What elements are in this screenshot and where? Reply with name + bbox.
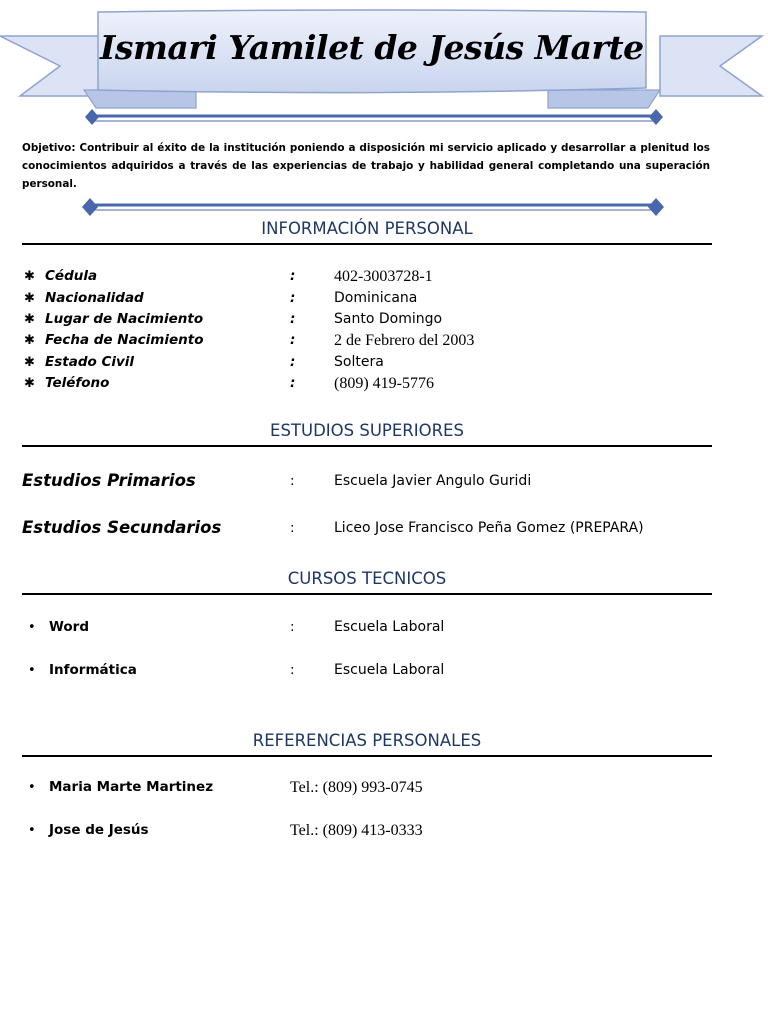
asterisk-bullet-icon: ✱ [24, 355, 35, 370]
ribbon-left-tail [0, 36, 100, 96]
personal-value: Santo Domingo [334, 311, 443, 327]
asterisk-bullet-icon: ✱ [24, 333, 35, 348]
studies-label: Estudios Secundarios [22, 518, 222, 537]
course-value: Escuela Laboral [334, 619, 445, 635]
asterisk-bullet-icon: ✱ [24, 312, 35, 327]
asterisk-bullet-icon: ✱ [24, 269, 35, 284]
ribbon-right-tail [660, 36, 762, 96]
personal-value: 2 de Febrero del 2003 [334, 332, 475, 349]
separator: : [290, 662, 295, 678]
separator: : [290, 619, 295, 635]
personal-row-fecha-nacimiento [22, 330, 712, 352]
separator: : [290, 375, 296, 391]
separator: : [290, 290, 296, 306]
dot-bullet-icon: • [28, 780, 36, 795]
studies-label: Estudios Primarios [22, 471, 196, 490]
reference-name: Maria Marte Martinez [49, 779, 214, 795]
personal-row-estado-civil [22, 352, 712, 374]
dot-bullet-icon: • [28, 663, 36, 678]
courses-row-informatica [22, 660, 712, 682]
personal-row-lugar-nacimiento [22, 309, 712, 331]
dot-bullet-icon: • [28, 620, 36, 635]
personal-label: Teléfono [45, 375, 110, 391]
references-section [22, 729, 712, 837]
separator: : [290, 268, 296, 284]
dot-bullet-icon: • [28, 823, 36, 838]
personal-label: Fecha de Nacimiento [45, 332, 204, 348]
personal-value: (809) 419-5776 [334, 375, 434, 392]
reference-row [22, 820, 712, 842]
course-label: Word [49, 619, 90, 635]
candidate-name: Ismari Yamilet de Jesús Marte [100, 28, 644, 67]
studies-value: Liceo Jose Francisco Peña Gomez (PREPARA) [334, 520, 644, 536]
reference-row [22, 777, 712, 799]
personal-value: Dominicana [334, 290, 418, 306]
studies-heading: ESTUDIOS SUPERIORES [22, 419, 712, 447]
personal-info-heading: INFORMACIÓN PERSONAL [22, 217, 712, 245]
ribbon-left-fold [84, 90, 196, 108]
studies-row-secundarios [22, 516, 712, 540]
separator: : [290, 520, 295, 536]
personal-value: Soltera [334, 354, 384, 370]
separator: : [290, 473, 295, 489]
asterisk-bullet-icon: ✱ [24, 376, 35, 391]
studies-row-primarios [22, 469, 712, 493]
personal-label: Nacionalidad [45, 290, 144, 306]
course-label: Informática [49, 662, 137, 678]
separator: : [290, 311, 296, 327]
courses-section [22, 567, 712, 678]
references-heading: REFERENCIAS PERSONALES [22, 729, 712, 757]
studies-value: Escuela Javier Angulo Guridi [334, 473, 532, 489]
asterisk-bullet-icon: ✱ [24, 291, 35, 306]
personal-row-cedula [22, 266, 712, 288]
ribbon-right-fold [548, 90, 660, 108]
reference-phone: Tel.: (809) 413-0333 [290, 822, 423, 839]
courses-heading: CURSOS TECNICOS [22, 567, 712, 595]
separator: : [290, 354, 296, 370]
personal-label: Estado Civil [45, 354, 135, 370]
course-value: Escuela Laboral [334, 662, 445, 678]
personal-label: Cédula [45, 268, 98, 284]
reference-name: Jose de Jesús [49, 822, 149, 838]
personal-row-telefono [22, 373, 712, 395]
personal-value: 402-3003728-1 [334, 268, 433, 285]
studies-section [22, 419, 712, 537]
separator: : [290, 332, 296, 348]
personal-info-section [22, 217, 712, 392]
courses-row-word [22, 617, 712, 639]
objective-text: Objetivo: Contribuir al éxito de la institución poniendo a disposición mi servicio aplicado y desarrollar a plenitud los conocimientos adquiridos a través de las experiencias de trabajo y habilidad general completando una superación personal. [22, 142, 710, 190]
reference-phone: Tel.: (809) 993-0745 [290, 779, 423, 796]
personal-row-nacionalidad [22, 288, 712, 310]
personal-label: Lugar de Nacimiento [45, 311, 204, 327]
